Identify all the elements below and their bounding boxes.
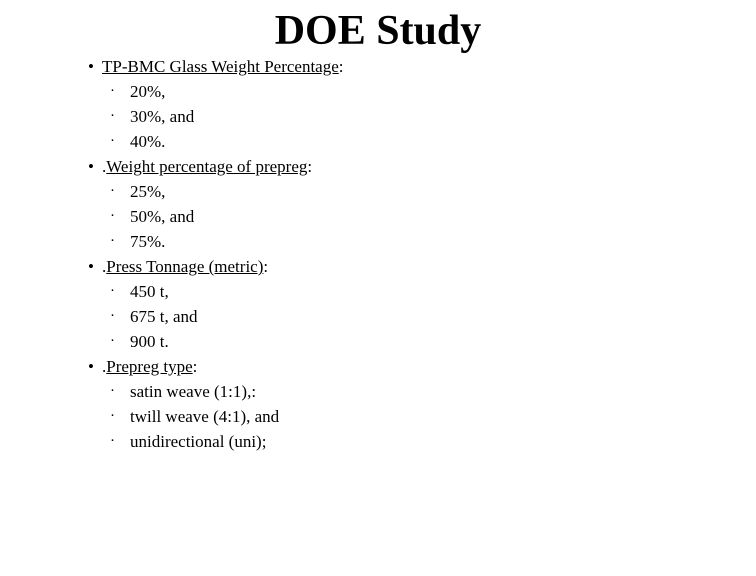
topic-item: [88, 54, 728, 79]
topic-prefix: .: [102, 257, 107, 276]
slide-title-text: DOE Study: [274, 8, 482, 54]
sub-item: [88, 229, 728, 254]
sub-item: [88, 104, 728, 129]
sub-item: [88, 129, 728, 154]
dot-icon: ·: [110, 433, 115, 449]
topic-label: Weight percentage of prepreg: [106, 157, 308, 176]
topic-label: Press Tonnage (metric): [106, 257, 264, 276]
dot-icon: ·: [110, 408, 115, 424]
bullet-icon: •: [88, 157, 94, 176]
sub-item-text: 450 t,: [130, 282, 169, 301]
dot-icon: ·: [110, 133, 115, 149]
sub-item: [88, 379, 728, 404]
dot-icon: ·: [110, 108, 115, 124]
sub-item: [88, 79, 728, 104]
dot-icon: ·: [110, 208, 115, 224]
sub-item-text: satin weave (1:1),:: [130, 382, 257, 401]
topic-label: Prepreg type: [106, 357, 193, 376]
sub-item: [88, 429, 728, 454]
topic-suffix: :: [338, 57, 344, 76]
sub-item: [88, 204, 728, 229]
sub-item-text: 30%, and: [130, 107, 195, 126]
sub-item-text: 675 t, and: [130, 307, 198, 326]
sub-item: [88, 179, 728, 204]
sub-item: [88, 304, 728, 329]
dot-icon: ·: [110, 308, 115, 324]
sub-item: [88, 329, 728, 354]
sub-item-text: 900 t.: [130, 332, 169, 351]
topic-text: [102, 354, 197, 379]
topic-prefix: .: [102, 357, 107, 376]
dot-icon: ·: [110, 83, 115, 99]
bullet-icon: •: [88, 357, 94, 376]
outline: [88, 54, 728, 454]
topic-text: [102, 254, 268, 279]
sub-item-text: 25%,: [130, 182, 166, 201]
topic-item: [88, 354, 728, 379]
dot-icon: ·: [110, 183, 115, 199]
dot-icon: ·: [110, 283, 115, 299]
sub-item-text: 40%.: [130, 132, 166, 151]
slide-title: [0, 6, 756, 56]
sub-item-text: twill weave (4:1), and: [130, 407, 280, 426]
topic-item: [88, 154, 728, 179]
sub-item-text: 50%, and: [130, 207, 195, 226]
topic-item: [88, 254, 728, 279]
topic-suffix: :: [192, 357, 198, 376]
topic-prefix: .: [102, 157, 107, 176]
sub-item-text: 75%.: [130, 232, 166, 251]
sub-item-text: unidirectional (uni);: [130, 432, 267, 451]
dot-icon: ·: [110, 233, 115, 249]
sub-item-text: 20%,: [130, 82, 166, 101]
bullet-icon: •: [88, 257, 94, 276]
topic-suffix: :: [307, 157, 313, 176]
sub-item: [88, 279, 728, 304]
topic-label: TP-BMC Glass Weight Percentage: [102, 57, 339, 76]
topic-text: [102, 154, 312, 179]
topic-suffix: :: [263, 257, 269, 276]
dot-icon: ·: [110, 333, 115, 349]
sub-item: [88, 404, 728, 429]
bullet-icon: •: [88, 57, 94, 76]
topic-text: [102, 54, 344, 79]
dot-icon: ·: [110, 383, 115, 399]
